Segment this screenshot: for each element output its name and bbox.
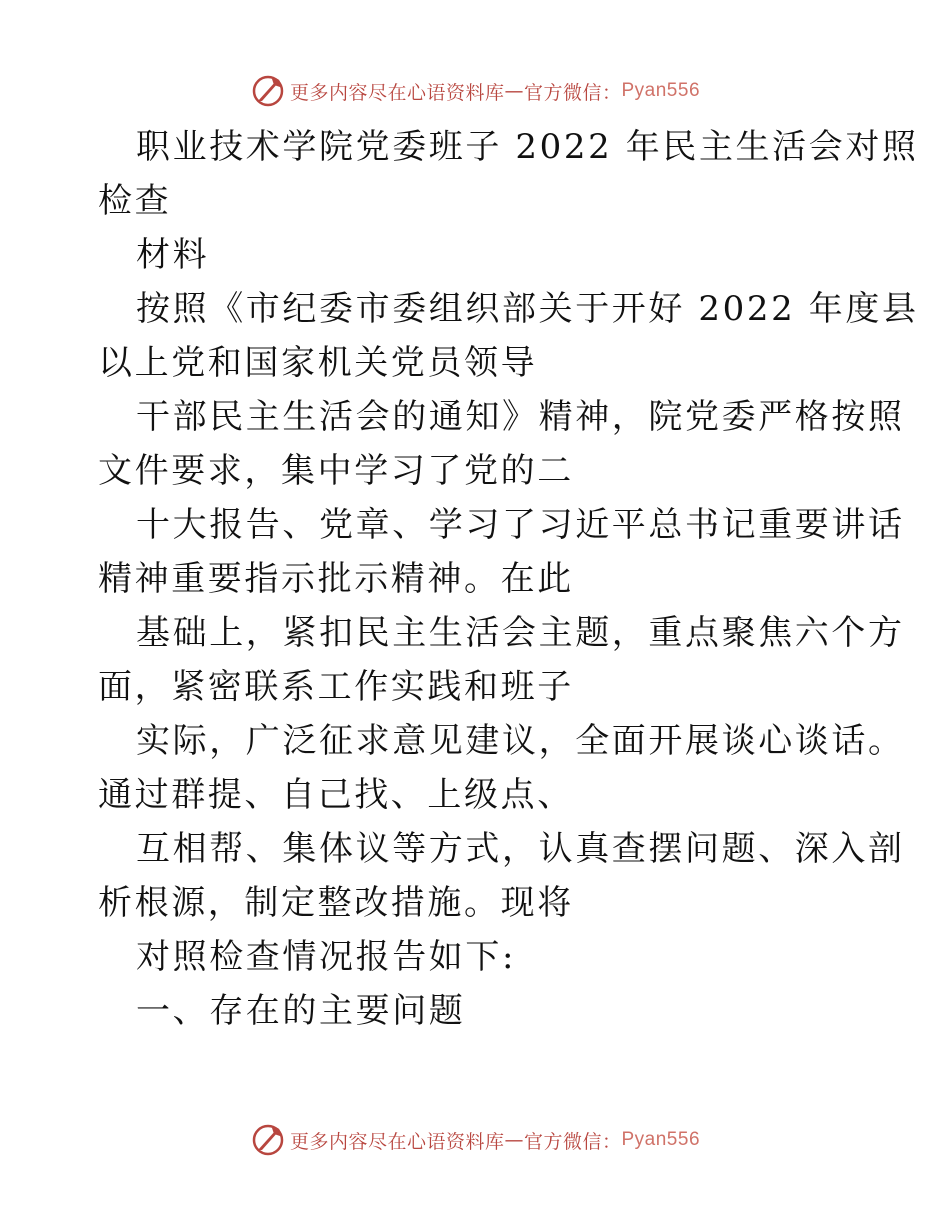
- document-line: 精神重要指示批示精神。在此: [98, 559, 574, 599]
- document-line: 互相帮、集体议等方式，认真查摆问题、深入剖: [136, 829, 905, 869]
- document-line: 检查: [98, 181, 172, 221]
- document-line: 干部民主生活会的通知》精神，院党委严格按照: [136, 397, 905, 437]
- document-line: 按照《市纪委市委组织部关于开好 2022 年度县: [136, 289, 919, 329]
- document-line: 十大报告、党章、学习了习近平总书记重要讲话: [136, 505, 905, 545]
- document-line: 析根源，制定整改措施。现将: [98, 883, 574, 923]
- document-line: 对照检查情况报告如下:: [136, 937, 517, 977]
- document-line: 一、存在的主要问题: [136, 991, 466, 1031]
- watermark-separator: —: [504, 1129, 524, 1151]
- watermark-separator: —: [504, 80, 524, 102]
- document-line: 以上党和国家机关党员领导: [98, 343, 538, 383]
- document-line: 面，紧密联系工作实践和班子: [98, 667, 574, 707]
- document-line: 通过群提、自己找、上级点、: [98, 775, 574, 815]
- watermark-text: 更多内容尽在心语资料库: [289, 81, 505, 104]
- footer-watermark: [0, 1120, 950, 1160]
- watermark-label: 官方微信：: [523, 1130, 622, 1153]
- watermark-id: Pyan556: [621, 1129, 701, 1150]
- watermark-label: 官方微信：: [523, 81, 622, 104]
- document-line: 文件要求，集中学习了党的二: [98, 451, 574, 491]
- document-line: 材料: [136, 235, 210, 275]
- document-body: [98, 120, 919, 1038]
- quill-logo-icon: [250, 1122, 286, 1158]
- document-line: 职业技术学院党委班子 2022 年民主生活会对照: [136, 127, 919, 167]
- document-line: 基础上，紧扣民主生活会主题，重点聚焦六个方: [136, 613, 905, 653]
- document-line: 实际，广泛征求意见建议，全面开展谈心谈话。: [136, 721, 905, 761]
- watermark-text: 更多内容尽在心语资料库: [289, 1130, 505, 1153]
- header-watermark: [0, 71, 950, 111]
- watermark-id: Pyan556: [621, 80, 701, 101]
- quill-logo-icon: [250, 73, 286, 109]
